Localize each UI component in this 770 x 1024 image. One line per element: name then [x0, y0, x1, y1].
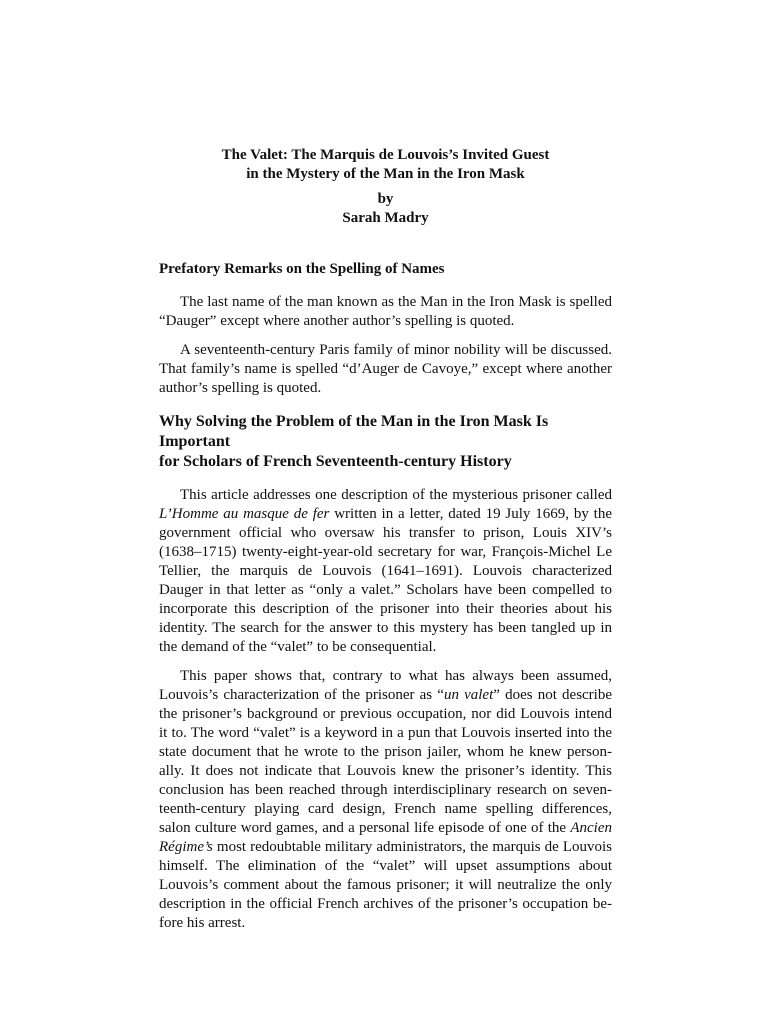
byline-by: by [377, 191, 394, 207]
section-heading-importance-line-2: for Scholars of French Seventeenth-century History [159, 453, 512, 470]
text-run: This article addresses one description of the mysterious prisoner called [180, 487, 612, 503]
document-content [159, 146, 612, 943]
paragraph-cavoye-spelling: A seventeenth-century Paris family of minor nobility will be discussed. That family’s name is spelled “d’Auger de Cavoye,” except where another author’s spelling is quoted. [159, 342, 612, 396]
article-title [159, 146, 612, 184]
italic-text: un valet [443, 687, 494, 703]
text-run: written in a letter, dated 19 July 1669, by the government official who oversaw his transfer to prison, Louis XIV’s (1638–1715) twenty-eight-year-old secretary for war, François-Michel Le Tellier, the marquis de Louvois (1641–1691). Louvois characterized Dauger in that letter as “only a valet.” Scholars have been compelled to incorporate this description of the prisoner into their theories about his identity. The search for the answer to this mystery has been tangled up in the demand of the “valet” to be consequential. [159, 506, 612, 655]
text-run: most redoubtable military administrators, the marquis de Louvois himself. The elimination of the “valet” will upset assumptions about Louvois’s comment about the famous prisoner; it will neutralize the only description in the official French archives of the prisoner’s occupation before his arrest. [159, 839, 612, 931]
paragraph-paper-shows [159, 667, 612, 933]
text-run: ” does not describe the prisoner’s background or previous occupation, nor did Louvois intend it to. The word “valet” is a keyword in a pun that Louvois inserted into the state document that he wrote to the prison jailer, whom he knew personally. It does not indicate that Louvois knew the prisoner’s identity. This conclusion has been reached through interdisciplinary research on seventeenth-century playing card design, French name spelling differences, salon culture word games, and a personal life episode of one of the [159, 687, 613, 836]
italic-text: Ancien Régime’s [159, 820, 612, 855]
paragraph-article-addresses [159, 486, 612, 657]
paragraph-dauger-spelling: The last name of the man known as the Man in the Iron Mask is spelled “Dauger” except where another author’s spelling is quoted. [159, 294, 612, 329]
author-name: Sarah Madry [342, 210, 429, 226]
section-heading-importance-line-1: Why Solving the Problem of the Man in the Iron Mask Is Important [159, 413, 549, 450]
title-line-2: in the Mystery of the Man in the Iron Mask [246, 166, 525, 182]
text-run: This paper shows that, contrary to what has always been assumed, Louvois’s characterization of the prisoner as “ [159, 668, 612, 703]
title-line-1: The Valet: The Marquis de Louvois’s Invited Guest [221, 147, 550, 163]
byline [159, 190, 612, 228]
italic-text: L’Homme au masque de fer [159, 506, 330, 522]
section-heading-importance [159, 412, 612, 472]
section-heading-spelling: Prefatory Remarks on the Spelling of Names [159, 261, 445, 277]
